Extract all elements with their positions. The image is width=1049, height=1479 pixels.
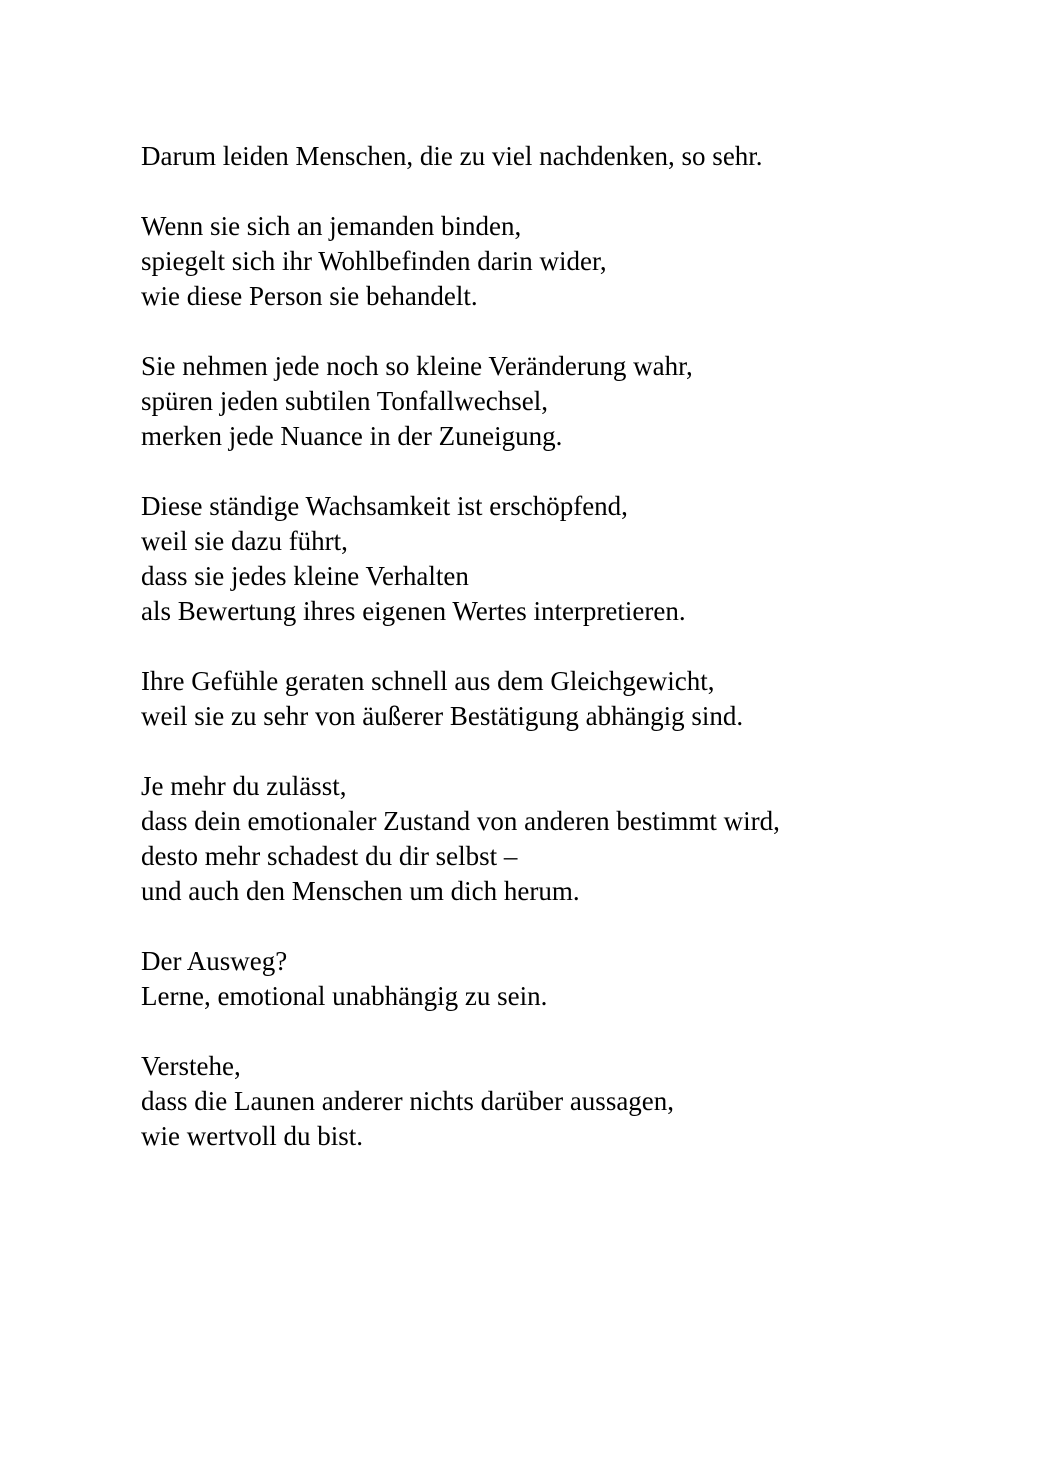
text-line: wie diese Person sie behandelt. [141,281,478,311]
stanza-3 [141,349,1001,454]
stanza-4 [141,489,1001,629]
text-line: dass sie jedes kleine Verhalten [141,561,469,591]
text-line: weil sie zu sehr von äußerer Bestätigung abhängig sind. [141,701,744,731]
stanza-6 [141,769,1001,909]
text-line: spüren jeden subtilen Tonfallwechsel, [141,386,549,416]
text-line: Sie nehmen jede noch so kleine Veränderung wahr, [141,351,693,381]
text-line: wie wertvoll du bist. [141,1121,363,1151]
text-line: spiegelt sich ihr Wohlbefinden darin wider, [141,246,607,276]
stanza-8 [141,1049,1001,1154]
text-line: weil sie dazu führt, [141,526,348,556]
text-line: als Bewertung ihres eigenen Wertes interpretieren. [141,596,686,626]
text-line: und auch den Menschen um dich herum. [141,876,580,906]
text-line: merken jede Nuance in der Zuneigung. [141,421,563,451]
stanza-2 [141,209,1001,314]
text-line: dass die Launen anderer nichts darüber aussagen, [141,1086,675,1116]
stanza-1 [141,139,1001,174]
stanza-7 [141,944,1001,1014]
text-line: Wenn sie sich an jemanden binden, [141,211,522,241]
text-line: dass dein emotionaler Zustand von anderen bestimmt wird, [141,806,780,836]
text-line: Lerne, emotional unabhängig zu sein. [141,981,548,1011]
text-line: Verstehe, [141,1051,241,1081]
text-line: Darum leiden Menschen, die zu viel nachdenken, so sehr. [141,141,763,171]
text-line: Ihre Gefühle geraten schnell aus dem Gleichgewicht, [141,666,715,696]
stanza-5 [141,664,1001,734]
poem-text [141,139,1001,1189]
text-line: Der Ausweg? [141,946,288,976]
text-line: Je mehr du zulässt, [141,771,347,801]
text-line: desto mehr schadest du dir selbst – [141,841,518,871]
text-line: Diese ständige Wachsamkeit ist erschöpfend, [141,491,628,521]
